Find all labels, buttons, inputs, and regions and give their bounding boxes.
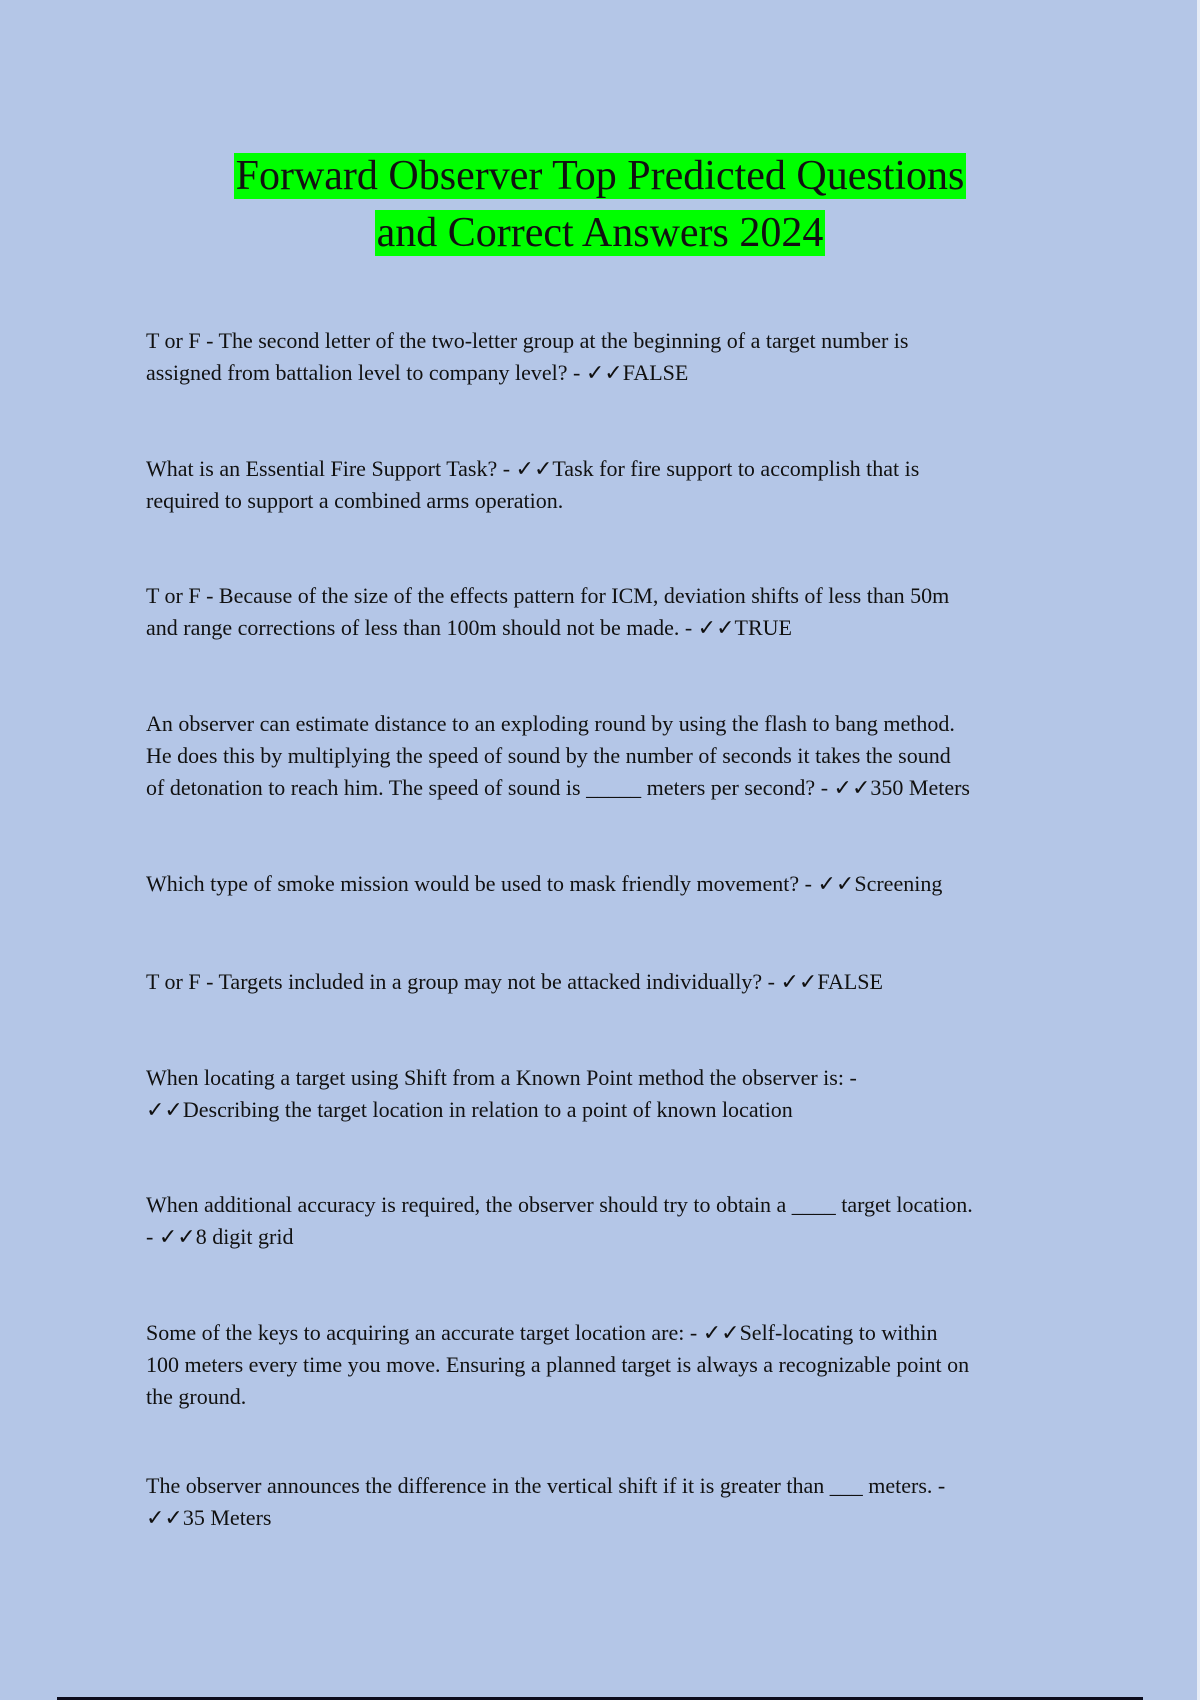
qa-item	[146, 1317, 1086, 1413]
qa-line: He does this by multiplying the speed of sound by the number of seconds it takes the sound	[146, 743, 951, 768]
qa-item	[146, 1189, 1086, 1253]
qa-line: T or F - The second letter of the two-letter group at the beginning of a target number is	[146, 328, 909, 353]
qa-item	[146, 325, 1086, 389]
title-line-2: and Correct Answers 2024	[376, 210, 824, 256]
qa-item	[146, 868, 1086, 900]
qa-line: When additional accuracy is required, the observer should try to obtain a ____ target location.	[146, 1192, 973, 1217]
qa-item	[146, 966, 1086, 998]
qa-line: Which type of smoke mission would be used to mask friendly movement? - ✓✓Screening	[146, 871, 943, 896]
qa-line: ✓✓Describing the target location in relation to a point of known location	[146, 1097, 793, 1122]
qa-line: When locating a target using Shift from a Known Point method the observer is: -	[146, 1065, 857, 1090]
qa-item	[146, 1062, 1086, 1126]
qa-line: and range corrections of less than 100m should not be made. - ✓✓TRUE	[146, 615, 792, 640]
qa-line: the ground.	[146, 1384, 247, 1409]
qa-item	[146, 580, 1086, 644]
qa-line: T or F - Because of the size of the effects pattern for ICM, deviation shifts of less than 50m	[146, 583, 950, 608]
qa-line: assigned from battalion level to company level? - ✓✓FALSE	[146, 360, 689, 385]
document-title	[0, 148, 1200, 262]
qa-line: 100 meters every time you move. Ensuring a planned target is always a recognizable point on	[146, 1352, 970, 1377]
qa-line: ✓✓35 Meters	[146, 1505, 272, 1530]
qa-line: - ✓✓8 digit grid	[146, 1224, 294, 1249]
qa-line: of detonation to reach him. The speed of sound is _____ meters per second? - ✓✓350 Meters	[146, 775, 970, 800]
qa-line: required to support a combined arms operation.	[146, 488, 564, 513]
qa-line: The observer announces the difference in the vertical shift if it is greater than ___ meters. -	[146, 1473, 946, 1498]
qa-line: T or F - Targets included in a group may not be attacked individually? - ✓✓FALSE	[146, 969, 883, 994]
qa-line: An observer can estimate distance to an exploding round by using the flash to bang method.	[146, 711, 955, 736]
qa-line: What is an Essential Fire Support Task? - ✓✓Task for fire support to accomplish that is	[146, 456, 920, 481]
qa-item	[146, 453, 1086, 517]
title-line-1: Forward Observer Top Predicted Questions	[235, 153, 965, 199]
qa-item	[146, 1470, 1086, 1534]
qa-line: Some of the keys to acquiring an accurate target location are: - ✓✓Self-locating to within	[146, 1320, 938, 1345]
qa-item	[146, 708, 1086, 804]
